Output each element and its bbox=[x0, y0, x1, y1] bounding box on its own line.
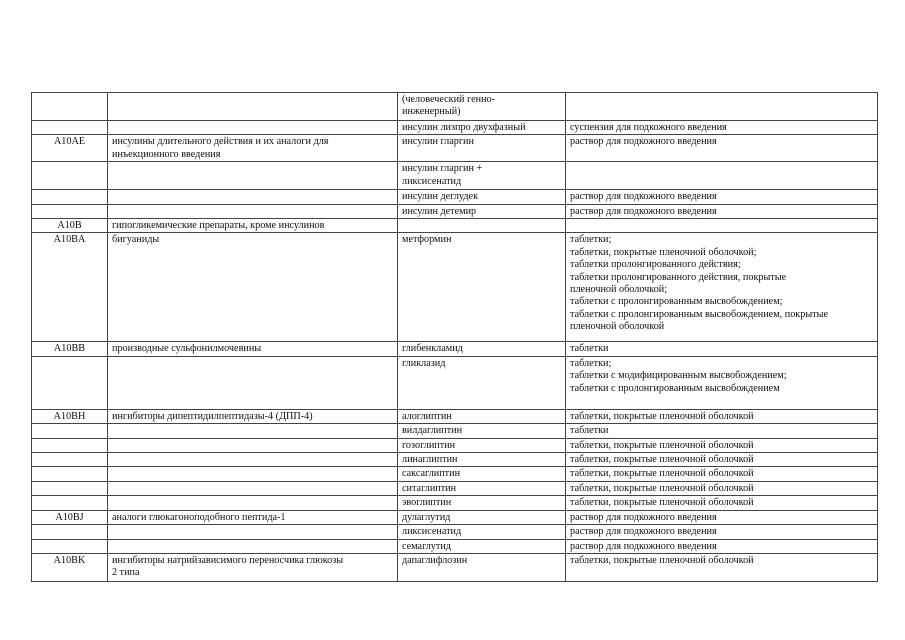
group-name-cell: производные сульфонилмочевины bbox=[108, 342, 398, 356]
atc-code-cell bbox=[32, 190, 108, 204]
table-row bbox=[32, 409, 878, 423]
drug-classification-table bbox=[31, 92, 878, 582]
group-name-cell bbox=[108, 539, 398, 553]
dosage-form-cell bbox=[566, 219, 878, 233]
dosage-form-cell: раствор для подкожного введения bbox=[566, 190, 878, 204]
drug-name-cell: глибенкламид bbox=[398, 342, 566, 356]
table-row bbox=[32, 539, 878, 553]
group-name-cell bbox=[108, 438, 398, 452]
atc-code-cell bbox=[32, 356, 108, 409]
drug-name-cell: ситаглиптин bbox=[398, 481, 566, 495]
atc-code-cell bbox=[32, 121, 108, 135]
table-row bbox=[32, 219, 878, 233]
atc-code-cell bbox=[32, 438, 108, 452]
group-name-cell bbox=[108, 481, 398, 495]
table-row bbox=[32, 553, 878, 581]
dosage-form-cell bbox=[566, 162, 878, 190]
dosage-form-cell: таблетки; таблетки, покрытые пленочной оболочкой; таблетки пролонгированного действия; таблетки пролонгированного действия, покрытые пленочной оболочкой; таблетки с пролонгированным высвобождением; таблетки с пролонгированным высвобождением, покрытые пленочной оболочкой bbox=[566, 233, 878, 342]
table-body bbox=[32, 93, 878, 582]
dosage-form-cell: таблетки bbox=[566, 424, 878, 438]
drug-name-cell: эвоглиптин bbox=[398, 496, 566, 510]
table-row bbox=[32, 467, 878, 481]
atc-code-cell bbox=[32, 525, 108, 539]
drug-name-cell: саксаглиптин bbox=[398, 467, 566, 481]
dosage-form-cell: таблетки, покрытые пленочной оболочкой bbox=[566, 453, 878, 467]
table-row bbox=[32, 135, 878, 162]
drug-name-cell: дулаглутид bbox=[398, 510, 566, 524]
atc-code-cell: A10BH bbox=[32, 409, 108, 423]
drug-name-cell: гозоглиптин bbox=[398, 438, 566, 452]
drug-name-cell: линаглиптин bbox=[398, 453, 566, 467]
drug-name-cell: алоглиптин bbox=[398, 409, 566, 423]
table-row bbox=[32, 342, 878, 356]
group-name-cell bbox=[108, 453, 398, 467]
group-name-cell bbox=[108, 121, 398, 135]
group-name-cell bbox=[108, 496, 398, 510]
drug-name-cell: ликсисенатид bbox=[398, 525, 566, 539]
drug-name-cell: семаглутид bbox=[398, 539, 566, 553]
dosage-form-cell: раствор для подкожного введения bbox=[566, 204, 878, 218]
group-name-cell: аналоги глюкагоноподобного пептида-1 bbox=[108, 510, 398, 524]
table-row bbox=[32, 93, 878, 121]
drug-name-cell: (человеческий генно- инженерный) bbox=[398, 93, 566, 121]
dosage-form-cell: раствор для подкожного введения bbox=[566, 539, 878, 553]
drug-name-cell: гликлазид bbox=[398, 356, 566, 409]
dosage-form-cell: раствор для подкожного введения bbox=[566, 510, 878, 524]
dosage-form-cell bbox=[566, 93, 878, 121]
table-row bbox=[32, 438, 878, 452]
table-row bbox=[32, 233, 878, 342]
drug-name-cell: дапаглифлозин bbox=[398, 553, 566, 581]
atc-code-cell: A10B bbox=[32, 219, 108, 233]
table-row bbox=[32, 162, 878, 190]
table-row bbox=[32, 496, 878, 510]
table-row bbox=[32, 525, 878, 539]
table-row bbox=[32, 424, 878, 438]
group-name-cell bbox=[108, 356, 398, 409]
drug-name-cell: инсулин лизпро двухфазный bbox=[398, 121, 566, 135]
atc-code-cell: A10BK bbox=[32, 553, 108, 581]
dosage-form-cell: таблетки, покрытые пленочной оболочкой bbox=[566, 438, 878, 452]
table-row bbox=[32, 356, 878, 409]
drug-name-cell: инсулин гларгин + ликсисенатид bbox=[398, 162, 566, 190]
atc-code-cell: A10BB bbox=[32, 342, 108, 356]
atc-code-cell: A10BJ bbox=[32, 510, 108, 524]
table-row bbox=[32, 121, 878, 135]
dosage-form-cell: таблетки, покрытые пленочной оболочкой bbox=[566, 553, 878, 581]
drug-name-cell: инсулин гларгин bbox=[398, 135, 566, 162]
dosage-form-cell: раствор для подкожного введения bbox=[566, 525, 878, 539]
dosage-form-cell: раствор для подкожного введения bbox=[566, 135, 878, 162]
drug-name-cell: инсулин деглудек bbox=[398, 190, 566, 204]
table-row bbox=[32, 481, 878, 495]
atc-code-cell bbox=[32, 496, 108, 510]
group-name-cell bbox=[108, 424, 398, 438]
group-name-cell: гипогликемические препараты, кроме инсулинов bbox=[108, 219, 398, 233]
group-name-cell bbox=[108, 162, 398, 190]
atc-code-cell bbox=[32, 453, 108, 467]
group-name-cell: бигуаниды bbox=[108, 233, 398, 342]
group-name-cell: инсулины длительного действия и их аналоги для инъекционного введения bbox=[108, 135, 398, 162]
dosage-form-cell: таблетки, покрытые пленочной оболочкой bbox=[566, 409, 878, 423]
atc-code-cell bbox=[32, 467, 108, 481]
dosage-form-cell: таблетки bbox=[566, 342, 878, 356]
group-name-cell: ингибиторы натрийзависимого переносчика глюкозы 2 типа bbox=[108, 553, 398, 581]
group-name-cell bbox=[108, 93, 398, 121]
dosage-form-cell: таблетки, покрытые пленочной оболочкой bbox=[566, 496, 878, 510]
group-name-cell: ингибиторы дипептидилпептидазы-4 (ДПП-4) bbox=[108, 409, 398, 423]
group-name-cell bbox=[108, 467, 398, 481]
atc-code-cell: A10AE bbox=[32, 135, 108, 162]
group-name-cell bbox=[108, 190, 398, 204]
dosage-form-cell: таблетки; таблетки с модифицированным высвобождением; таблетки с пролонгированным высвобождением bbox=[566, 356, 878, 409]
drug-name-cell: метформин bbox=[398, 233, 566, 342]
atc-code-cell bbox=[32, 162, 108, 190]
atc-code-cell bbox=[32, 539, 108, 553]
atc-code-cell bbox=[32, 424, 108, 438]
table-row bbox=[32, 453, 878, 467]
atc-code-cell bbox=[32, 93, 108, 121]
group-name-cell bbox=[108, 204, 398, 218]
drug-name-cell bbox=[398, 219, 566, 233]
dosage-form-cell: таблетки, покрытые пленочной оболочкой bbox=[566, 467, 878, 481]
table-row bbox=[32, 190, 878, 204]
atc-code-cell bbox=[32, 204, 108, 218]
atc-code-cell bbox=[32, 481, 108, 495]
drug-name-cell: инсулин детемир bbox=[398, 204, 566, 218]
drug-name-cell: вилдаглиптин bbox=[398, 424, 566, 438]
dosage-form-cell: суспензия для подкожного введения bbox=[566, 121, 878, 135]
dosage-form-cell: таблетки, покрытые пленочной оболочкой bbox=[566, 481, 878, 495]
group-name-cell bbox=[108, 525, 398, 539]
table-row bbox=[32, 510, 878, 524]
atc-code-cell: A10BA bbox=[32, 233, 108, 342]
table-row bbox=[32, 204, 878, 218]
